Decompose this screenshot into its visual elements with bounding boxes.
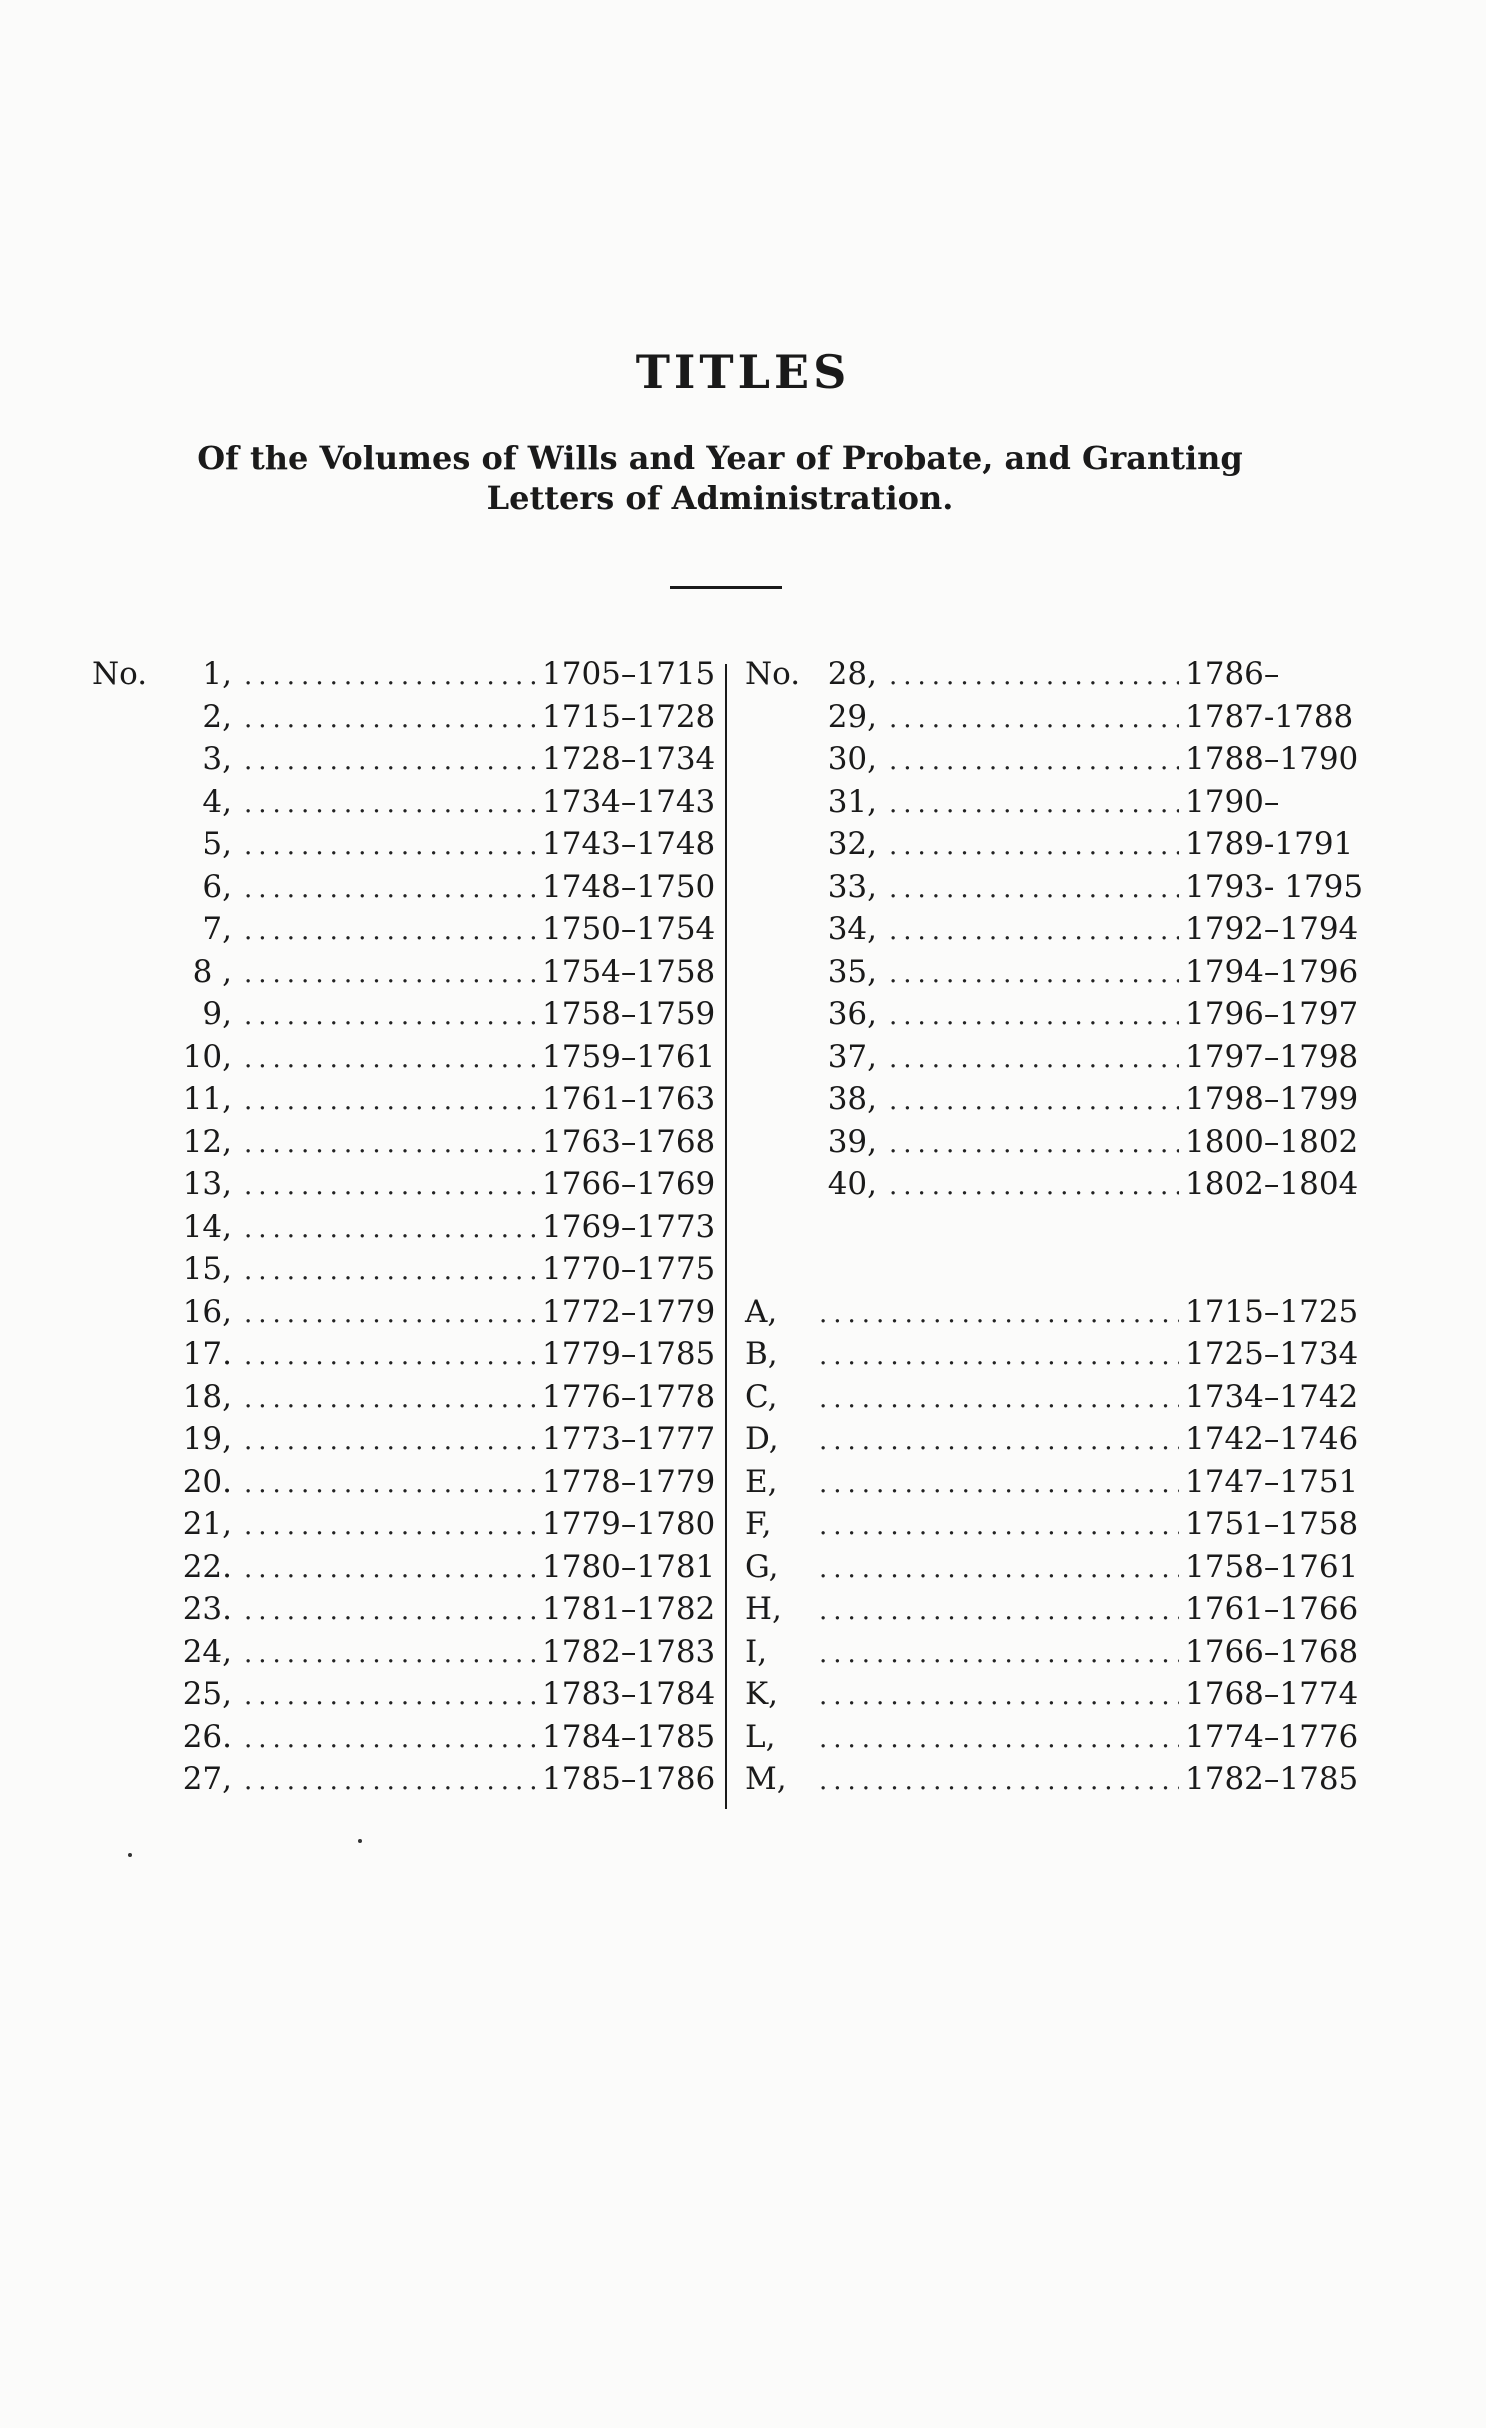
volume-number: E,	[745, 1463, 778, 1500]
volume-entry	[745, 1676, 1365, 1719]
leader-dots	[244, 1766, 536, 1796]
volume-number: I,	[745, 1633, 768, 1670]
volume-years: 1794–1796	[1185, 953, 1359, 990]
leader-dots	[244, 1341, 536, 1371]
volume-years: 1780–1781	[542, 1548, 716, 1585]
leader-dots	[889, 789, 1179, 819]
volume-entry	[745, 1549, 1365, 1592]
volume-entry	[745, 1464, 1365, 1507]
leader-dots	[244, 1511, 536, 1541]
volume-entry	[745, 741, 1365, 784]
volume-entry	[92, 911, 716, 954]
leader-dots	[819, 1554, 1179, 1584]
volume-years: 1751–1758	[1185, 1506, 1359, 1542]
volume-entry	[745, 784, 1365, 827]
volume-entry	[745, 656, 1365, 699]
entry-prefix: No.	[92, 656, 148, 692]
volume-years: 1800–1802	[1185, 1123, 1359, 1160]
volume-entry	[92, 698, 716, 742]
volume-entry	[745, 1719, 1365, 1762]
volume-years: 1782–1785	[1185, 1761, 1359, 1797]
leader-dots	[244, 1086, 536, 1116]
volume-years: 1748–1750	[542, 868, 716, 905]
volume-number: 40,	[827, 1166, 877, 1202]
volume-years: 1766–1768	[1185, 1633, 1359, 1670]
leader-dots	[244, 661, 536, 691]
leader-dots	[819, 1724, 1179, 1754]
volume-years: 1774–1776	[1185, 1718, 1359, 1755]
volume-years: 1766–1769	[542, 1166, 716, 1202]
volume-entry	[92, 1633, 716, 1677]
leader-dots	[244, 1596, 536, 1626]
volume-number: 27,	[182, 1761, 232, 1797]
volume-years: 1770–1775	[542, 1251, 716, 1287]
volume-years: 1783–1784	[542, 1676, 716, 1712]
volume-number: 34,	[827, 911, 877, 947]
volume-number: 9,	[202, 996, 232, 1032]
volume-years: 1772–1779	[542, 1293, 716, 1330]
volume-entry	[92, 1081, 716, 1124]
volume-number: 36,	[827, 996, 877, 1032]
leader-dots	[244, 1724, 536, 1754]
leader-dots	[244, 1171, 536, 1201]
volume-entry	[92, 1336, 716, 1379]
volume-entry	[745, 869, 1365, 912]
volume-entry	[92, 996, 716, 1039]
leader-dots	[889, 874, 1179, 904]
volume-years: 1786–	[1185, 656, 1280, 692]
leader-dots	[244, 1469, 536, 1499]
volume-entry	[92, 868, 716, 912]
volume-years: 1715–1725	[1185, 1293, 1359, 1330]
volume-number: 19,	[182, 1421, 232, 1457]
volume-number: L,	[745, 1718, 776, 1755]
volume-entry	[745, 1634, 1365, 1677]
volume-number: 33,	[827, 868, 877, 905]
volume-entry	[745, 1039, 1365, 1082]
volume-years: 1779–1780	[542, 1506, 716, 1542]
volume-entry	[92, 1123, 716, 1167]
volume-number: 11,	[182, 1081, 232, 1117]
volume-entry	[745, 1421, 1365, 1464]
leader-dots	[889, 1129, 1179, 1159]
leader-dots	[889, 916, 1179, 946]
leader-dots	[244, 1426, 536, 1456]
volume-number: F,	[745, 1506, 772, 1542]
volume-number: K,	[745, 1676, 779, 1712]
volume-entry	[92, 783, 716, 827]
leader-dots	[244, 874, 536, 904]
volume-number: A,	[745, 1293, 778, 1330]
page-subtitle: Of the Volumes of Wills and Year of Probate, and Granting Letters of Administration.	[197, 439, 1243, 517]
volume-number: 13,	[182, 1166, 232, 1202]
section-gap	[745, 1251, 1365, 1294]
volume-years: 1725–1734	[1185, 1336, 1359, 1372]
volume-number: 20.	[182, 1463, 232, 1500]
volume-entry	[745, 911, 1365, 954]
leader-dots	[889, 959, 1179, 989]
leader-dots	[244, 1044, 536, 1074]
leader-dots	[244, 831, 536, 861]
volume-entry	[92, 1676, 716, 1719]
volume-years: 1785–1786	[542, 1761, 716, 1797]
volume-number: 6,	[202, 868, 232, 905]
section-gap	[745, 1209, 1365, 1252]
volume-entry	[92, 1463, 716, 1507]
volume-years: 1796–1797	[1185, 996, 1359, 1032]
volume-years: 1728–1734	[542, 741, 716, 777]
leader-dots	[819, 1341, 1179, 1371]
leader-dots	[819, 1511, 1179, 1541]
leader-dots	[244, 1554, 536, 1584]
volume-years: 1715–1728	[542, 698, 716, 735]
leader-dots	[819, 1426, 1179, 1456]
volume-years: 1788–1790	[1185, 741, 1359, 777]
leader-dots	[889, 831, 1179, 861]
volume-number: 17.	[182, 1336, 232, 1372]
volume-number: D,	[745, 1421, 779, 1457]
volume-number: 4,	[202, 783, 232, 820]
volume-entry	[745, 1336, 1365, 1379]
column-divider	[725, 664, 727, 1809]
page-title: TITLES	[635, 345, 851, 399]
volume-number: 29,	[827, 698, 877, 735]
volume-years: 1784–1785	[542, 1718, 716, 1755]
volume-number: 28,	[827, 656, 877, 692]
volume-entry	[745, 1124, 1365, 1167]
volume-number: 1,	[202, 656, 232, 692]
volume-years: 1793- 1795	[1185, 868, 1364, 905]
volume-entry	[92, 953, 716, 997]
volume-number: G,	[745, 1548, 779, 1585]
leader-dots	[889, 1001, 1179, 1031]
volume-years: 1769–1773	[542, 1208, 716, 1245]
left-column-list	[92, 656, 716, 1804]
volume-number: 35,	[827, 953, 877, 990]
leader-dots	[244, 1384, 536, 1414]
volume-number: 15,	[182, 1251, 232, 1287]
volume-number: 10,	[182, 1038, 232, 1075]
volume-entry	[92, 1166, 716, 1209]
leader-dots	[889, 1086, 1179, 1116]
volume-entry	[92, 1591, 716, 1634]
volume-years: 1797–1798	[1185, 1038, 1359, 1075]
volume-entry	[745, 1294, 1365, 1337]
volume-number: 21,	[182, 1506, 232, 1542]
volume-years: 1761–1766	[1185, 1591, 1359, 1627]
leader-dots	[244, 959, 536, 989]
volume-number: 22.	[182, 1548, 232, 1585]
volume-number: H,	[745, 1591, 782, 1627]
leader-dots	[244, 1681, 536, 1711]
volume-number: 25,	[182, 1676, 232, 1712]
volume-number: 16,	[182, 1293, 232, 1330]
volume-number: M,	[745, 1761, 787, 1797]
volume-number: 14,	[182, 1208, 232, 1245]
leader-dots	[244, 1129, 536, 1159]
leader-dots	[819, 1766, 1179, 1796]
volume-years: 1750–1754	[542, 911, 716, 947]
volume-years: 1802–1804	[1185, 1166, 1359, 1202]
volume-years: 1742–1746	[1185, 1421, 1359, 1457]
volume-number: 5,	[202, 826, 232, 862]
volume-entry	[745, 1761, 1365, 1804]
volume-years: 1747–1751	[1185, 1463, 1359, 1500]
volume-number: 38,	[827, 1081, 877, 1117]
volume-entry	[92, 1293, 716, 1337]
leader-dots	[819, 1384, 1179, 1414]
volume-number: 18,	[182, 1378, 232, 1415]
leader-dots	[819, 1681, 1179, 1711]
volume-number: 24,	[182, 1633, 232, 1670]
volume-entry	[745, 826, 1365, 869]
volume-number: B,	[745, 1336, 778, 1372]
volume-entry	[92, 1251, 716, 1294]
volume-years: 1758–1759	[542, 996, 716, 1032]
volume-years: 1782–1783	[542, 1633, 716, 1670]
volume-entry	[92, 1506, 716, 1549]
right-letter-entries	[745, 1294, 1365, 1804]
volume-years: 1763–1768	[542, 1123, 716, 1160]
volume-years: 1798–1799	[1185, 1081, 1359, 1117]
volume-years: 1776–1778	[542, 1378, 716, 1415]
leader-dots	[244, 1214, 536, 1244]
title-divider	[670, 586, 782, 589]
leader-dots	[889, 1171, 1179, 1201]
volume-years: 1754–1758	[542, 953, 716, 990]
volume-number: 12,	[182, 1123, 232, 1160]
volume-number: 37,	[827, 1038, 877, 1075]
volume-number: 2,	[202, 698, 232, 735]
leader-dots	[889, 1044, 1179, 1074]
print-speck	[128, 1853, 132, 1857]
volume-years: 1761–1763	[542, 1081, 716, 1117]
volume-years: 1789-1791	[1185, 826, 1354, 862]
leader-dots	[819, 1299, 1179, 1329]
leader-dots	[244, 1001, 536, 1031]
volume-years: 1773–1777	[542, 1421, 716, 1457]
leader-dots	[889, 661, 1179, 691]
volume-number: 7,	[202, 911, 232, 947]
volume-years: 1778–1779	[542, 1463, 716, 1500]
volume-entry	[745, 954, 1365, 997]
volume-years: 1779–1785	[542, 1336, 716, 1372]
volume-entry	[92, 1208, 716, 1252]
volume-years: 1759–1761	[542, 1038, 716, 1075]
volume-entry	[92, 656, 716, 699]
print-speck	[358, 1839, 362, 1843]
leader-dots	[244, 1256, 536, 1286]
volume-entry	[745, 1591, 1365, 1634]
volume-entry	[92, 741, 716, 784]
leader-dots	[819, 1639, 1179, 1669]
volume-years: 1743–1748	[542, 826, 716, 862]
volume-entry	[92, 1421, 716, 1464]
volume-years: 1734–1743	[542, 783, 716, 820]
leader-dots	[244, 746, 536, 776]
leader-dots	[244, 1639, 536, 1669]
leader-dots	[889, 704, 1179, 734]
volume-entry	[745, 1081, 1365, 1124]
volume-number: 31,	[827, 783, 877, 820]
volume-entry	[92, 1038, 716, 1082]
leader-dots	[244, 789, 536, 819]
entry-prefix: No.	[745, 656, 801, 692]
volume-number: 30,	[827, 741, 877, 777]
volume-years: 1768–1774	[1185, 1676, 1359, 1712]
volume-number: 3,	[202, 741, 232, 777]
volume-entry	[92, 1548, 716, 1592]
leader-dots	[244, 1299, 536, 1329]
volume-years: 1734–1742	[1185, 1378, 1359, 1415]
volume-entry	[745, 699, 1365, 742]
leader-dots	[244, 916, 536, 946]
volume-years: 1790–	[1185, 783, 1280, 820]
volume-number: 26.	[182, 1718, 232, 1755]
volume-years: 1758–1761	[1185, 1548, 1359, 1585]
volume-entry	[92, 826, 716, 869]
volume-number: 32,	[827, 826, 877, 862]
right-number-entries	[745, 656, 1365, 1209]
volume-number: C,	[745, 1378, 778, 1415]
right-column-list	[745, 656, 1365, 1804]
volume-entry	[92, 1761, 716, 1804]
volume-number: 23.	[182, 1591, 232, 1627]
volume-years: 1792–1794	[1185, 911, 1359, 947]
volume-years: 1781–1782	[542, 1591, 716, 1627]
volume-entry	[745, 1166, 1365, 1209]
volume-years: 1705–1715	[542, 656, 716, 692]
leader-dots	[889, 746, 1179, 776]
volume-number: 8 ,	[192, 953, 232, 990]
volume-entry	[92, 1718, 716, 1762]
volume-years: 1787-1788	[1185, 698, 1354, 735]
leader-dots	[819, 1596, 1179, 1626]
volume-number: 39,	[827, 1123, 877, 1160]
volume-entry	[92, 1378, 716, 1422]
volume-entry	[745, 1379, 1365, 1422]
leader-dots	[819, 1469, 1179, 1499]
volume-entry	[745, 1506, 1365, 1549]
volume-entry	[745, 996, 1365, 1039]
leader-dots	[244, 704, 536, 734]
